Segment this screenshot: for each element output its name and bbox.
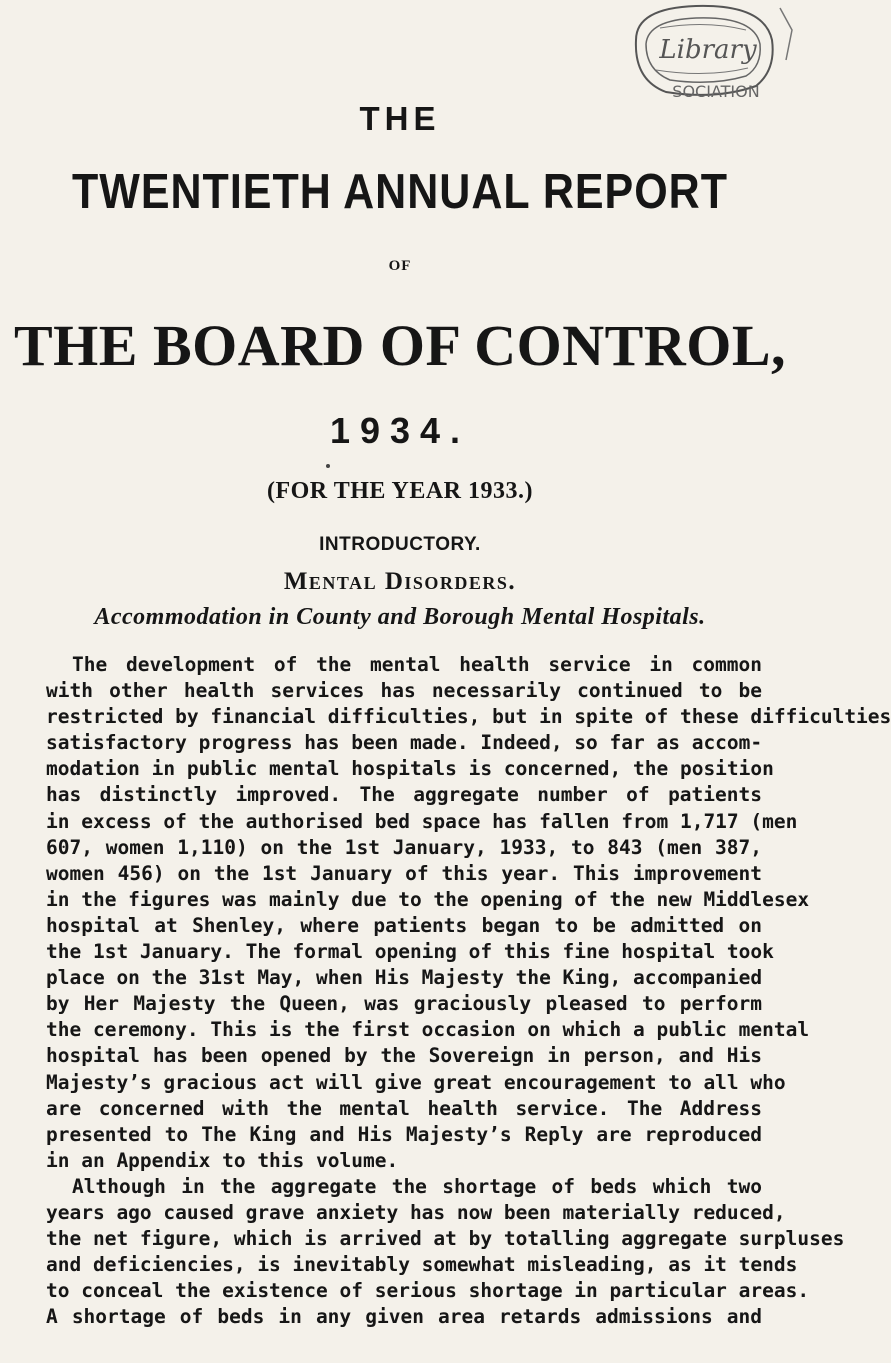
body-line: restricted by financial difficulties, but in spite of these difficulties [46, 705, 891, 729]
body-line: to conceal the existence of serious shortage in particular areas. [46, 1279, 810, 1303]
body-line: A shortage of beds in any given area retards admissions and [46, 1305, 762, 1329]
report-title: TWENTIETH ANNUAL REPORT [71, 164, 729, 220]
body-line: in the figures was mainly due to the opening of the new Middlesex [46, 887, 810, 911]
body-line: women 456) on the 1st January of this year. This improvement [46, 861, 762, 885]
body-line: years ago caused grave anxiety has now been materially reduced, [46, 1200, 786, 1224]
body-line: are concerned with the mental health service. The Address [46, 1096, 762, 1120]
for-year-subtitle: (FOR THE YEAR 1933.) [266, 478, 533, 504]
subsection-heading: Accommodation in County and Borough Mental Hospitals. [94, 604, 706, 630]
body-line: 607, women 1,110) on the 1st January, 1933, to 843 (men 387, [46, 835, 762, 859]
stamp-subtext: SOCIATION [672, 82, 760, 101]
body-line: the 1st January. The formal opening of this fine hospital took [46, 940, 774, 964]
introductory-heading: INTRODUCTORY. [319, 534, 481, 555]
body-line: hospital at Shenley, where patients began to be admitted on [46, 913, 762, 937]
ink-speck [326, 464, 330, 468]
section-heading: Mental Disorders. [283, 568, 517, 595]
body-line: modation in public mental hospitals is concerned, the position [46, 757, 774, 781]
body-line: Majesty’s gracious act will give great encouragement to all who [46, 1070, 786, 1094]
title-the: THE [359, 100, 441, 137]
body-line: the net figure, which is arrived at by totalling aggregate surpluses [46, 1227, 845, 1251]
body-line: has distinctly improved. The aggregate number of patients [46, 783, 762, 807]
body-line: in an Appendix to this volume. [46, 1148, 399, 1172]
body-line: the ceremony. This is the first occasion on which a public mental [46, 1018, 810, 1042]
body-line: satisfactory progress has been made. Indeed, so far as accom- [46, 731, 763, 755]
stamp-label: Library [659, 35, 757, 65]
body-line: presented to The King and His Majesty’s Reply are reproduced [46, 1122, 762, 1146]
body-line: hospital has been opened by the Sovereign in person, and His [46, 1044, 762, 1068]
body-line: with other health services has necessarily continued to be [46, 679, 762, 703]
body-line: by Her Majesty the Queen, was graciously pleased to perform [46, 992, 762, 1016]
report-year: 1934. [329, 410, 471, 451]
board-title: THE BOARD OF CONTROL, [13, 313, 787, 378]
body-line: and deficiencies, is inevitably somewhat misleading, as it tends [46, 1253, 798, 1277]
body-line: place on the 31st May, when His Majesty the King, accompanied [46, 966, 763, 990]
body-text [46, 652, 891, 1330]
body-line: The development of the mental health service in common [72, 653, 762, 676]
body-line: Although in the aggregate the shortage of beds which two [72, 1174, 762, 1198]
title-of: OF [388, 258, 412, 274]
body-line: in excess of the authorised bed space has fallen from 1,717 (men [46, 809, 798, 833]
